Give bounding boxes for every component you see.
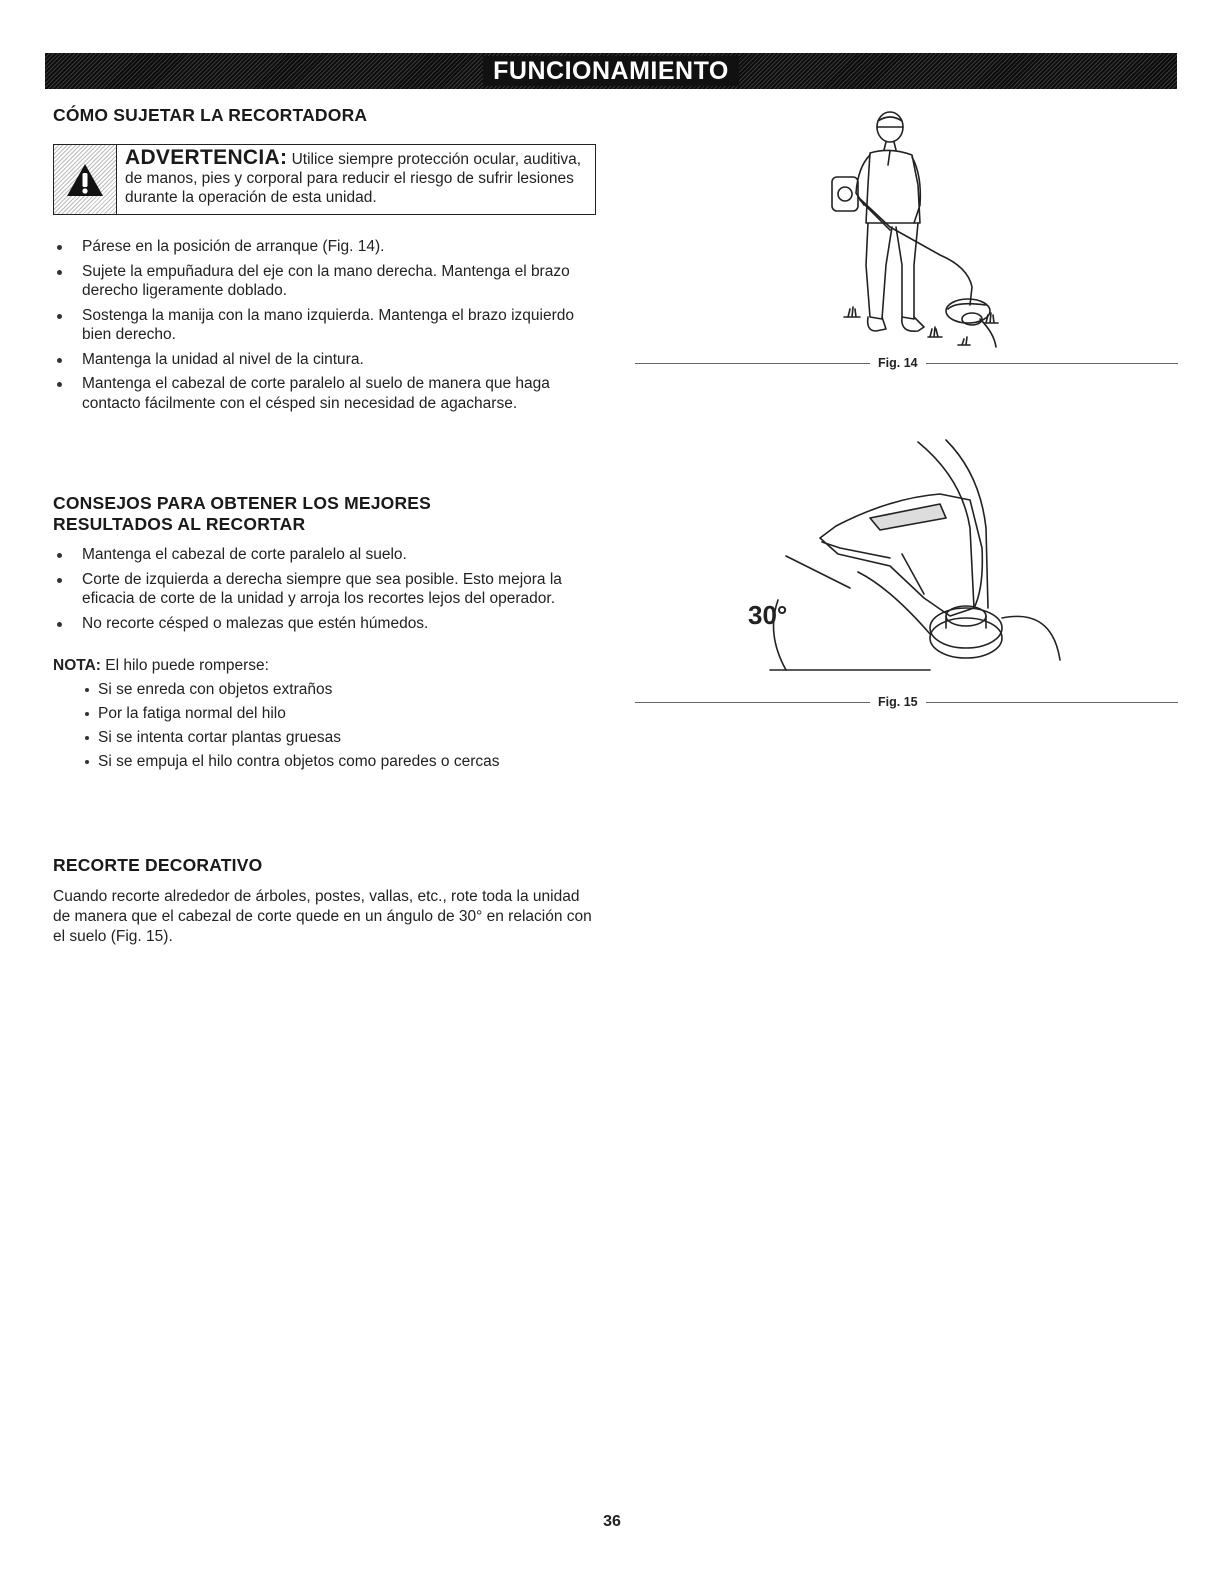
list-item: Por la fatiga normal del hilo (82, 704, 500, 724)
caption-divider (926, 702, 1178, 703)
fig14-caption-row (635, 356, 1178, 370)
fig15-angle-label: 30° (748, 600, 788, 630)
warning-body: Utilice siempre protección ocular, auditiva, de manos, pies y corporal para reducir el riesgo de sufrir lesiones durante la operación de esta unidad. (125, 151, 582, 206)
list-item: Sostenga la manija con la mano izquierda. Mantenga el brazo izquierdo bien derecho. (53, 306, 598, 345)
warning-triangle-icon (65, 162, 105, 198)
line-break-sublist (82, 680, 500, 776)
decorative-paragraph: Cuando recorte alrededor de árboles, postes, vallas, etc., rote toda la unidad de manera que el cabezal de corte quede en un ángulo de 30° en relación con el suelo (Fig. 15). (53, 888, 592, 945)
list-item: Si se empuja el hilo contra objetos como paredes o cercas (82, 752, 500, 772)
list-item: Mantenga el cabezal de corte paralelo al suelo de manera que haga contacto fácilmente con el césped sin necesidad de agacharse. (53, 374, 598, 413)
tips-bullet-list (53, 545, 593, 638)
page-number: 36 (603, 1513, 621, 1530)
caption-divider (635, 363, 870, 364)
list-item: Si se intenta cortar plantas gruesas (82, 728, 500, 748)
section-heading-tips-line1: CONSEJOS PARA OBTENER LOS MEJORES (53, 493, 432, 513)
list-item: Sujete la empuñadura del eje con la mano derecha. Mantenga el brazo derecho ligeramente doblado. (53, 262, 598, 301)
section-heading-tips-line2: RESULTADOS AL RECORTAR (53, 514, 306, 534)
fig14-caption: Fig. 14 (878, 356, 918, 370)
fig15-cutting-angle-illustration (740, 438, 1080, 678)
note-text: El hilo puede romperse: (105, 657, 269, 674)
list-item: Párese en la posición de arranque (Fig. 14). (53, 237, 598, 257)
fig14-operator-illustration (830, 105, 1010, 355)
section-heading-decorative: RECORTE DECORATIVO (53, 855, 263, 875)
caption-divider (635, 702, 870, 703)
list-item: Mantenga el cabezal de corte paralelo al suelo. (53, 545, 593, 565)
note-line (53, 656, 269, 676)
section-heading-holding: CÓMO SUJETAR LA RECORTADORA (53, 105, 368, 125)
fig15-caption-row (635, 695, 1178, 709)
caption-divider (926, 363, 1178, 364)
holding-bullet-list (53, 237, 598, 418)
banner-title: FUNCIONAMIENTO (483, 56, 739, 86)
warning-box (53, 144, 596, 215)
list-item: Si se enreda con objetos extraños (82, 680, 500, 700)
warning-text (117, 145, 595, 214)
warning-icon-cell (54, 145, 117, 214)
list-item: Corte de izquierda a derecha siempre que sea posible. Esto mejora la eficacia de corte de la unidad y arroja los recortes lejos del operador. (53, 570, 593, 609)
section-banner (45, 53, 1177, 89)
list-item: No recorte césped o malezas que estén húmedos. (53, 614, 593, 634)
fig15-caption: Fig. 15 (878, 695, 918, 709)
list-item: Mantenga la unidad al nivel de la cintura. (53, 350, 598, 370)
note-label: NOTA: (53, 657, 101, 674)
warning-label: ADVERTENCIA: (125, 146, 288, 169)
